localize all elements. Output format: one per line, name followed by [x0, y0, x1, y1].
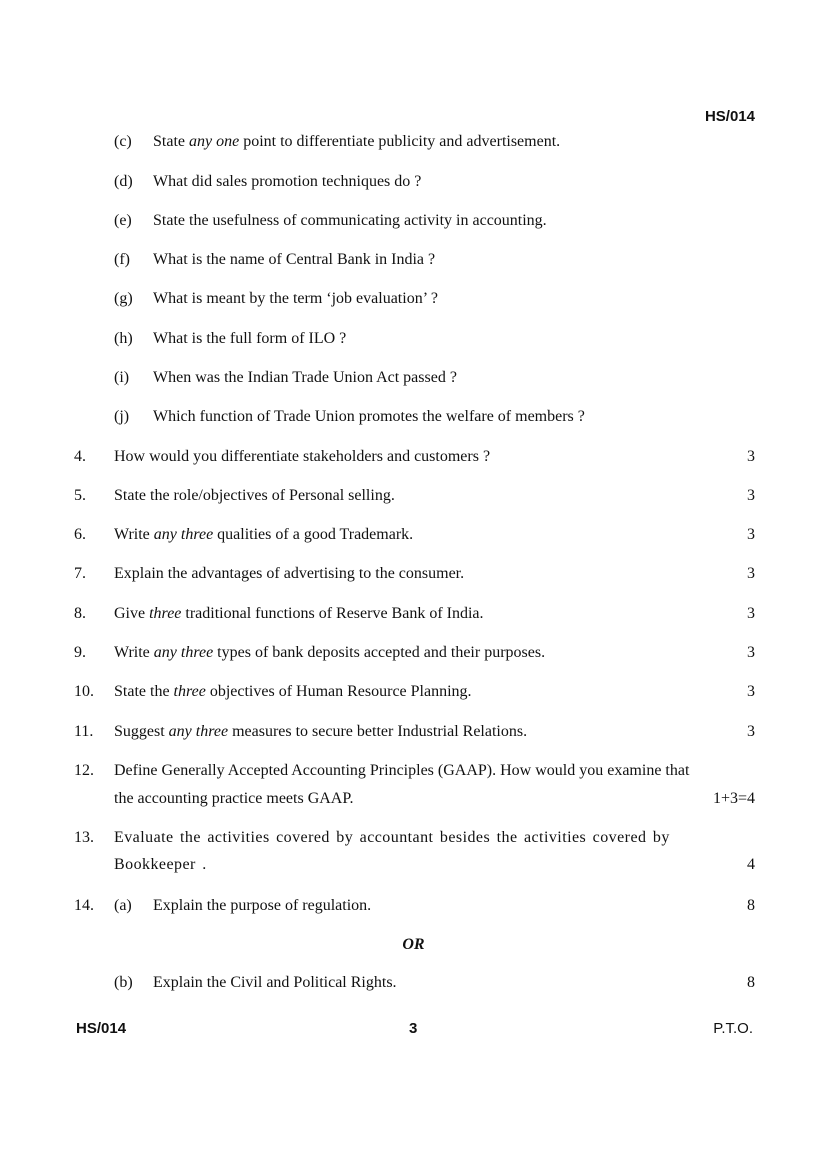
question-text: State the role/objectives of Personal selling.: [114, 487, 395, 504]
question-number: 12.: [74, 762, 94, 779]
sub-question-text: Explain the Civil and Political Rights.: [153, 974, 397, 991]
sub-question-text: State the usefulness of communicating activity in accounting.: [153, 212, 547, 229]
sub-question-f: [114, 251, 435, 269]
sub-question-i: [114, 369, 457, 387]
question-text-line2: Bookkeeper .: [114, 856, 207, 873]
question-emphasis: three: [149, 605, 182, 622]
header-paper-code: HS/014: [704, 108, 755, 125]
question-text-end: measures to secure better Industrial Relations.: [228, 723, 528, 740]
sub-question-label: (i): [114, 369, 130, 386]
question-emphasis: any three: [153, 644, 214, 661]
question-number: 6.: [74, 526, 86, 543]
question-marks: 3: [747, 487, 755, 504]
sub-question-label: (c): [114, 133, 132, 150]
question-text: How would you differentiate stakeholders and customers ?: [114, 448, 491, 465]
question-text: Suggest: [114, 723, 169, 740]
question-marks: 3: [747, 605, 755, 622]
sub-question-d: [114, 173, 421, 191]
sub-question-text-end: point to differentiate publicity and advertisement.: [239, 133, 561, 150]
question-text-line1: Evaluate the activities covered by accountant besides the activities covered by: [114, 829, 670, 846]
sub-question-label: (g): [114, 290, 133, 307]
question-text: State the: [114, 683, 174, 700]
question-text-line2: the accounting practice meets GAAP.: [114, 790, 354, 807]
sub-question-text: State: [153, 133, 189, 150]
sub-question-text: What is the name of Central Bank in India ?: [153, 251, 436, 268]
sub-question-label: (b): [114, 974, 133, 991]
question-marks: 8: [747, 974, 755, 991]
question-marks: 3: [747, 683, 755, 700]
question-text: Write: [114, 644, 154, 661]
sub-question-text: What is meant by the term ‘job evaluation’ ?: [153, 290, 438, 307]
sub-question-text: Explain the purpose of regulation.: [153, 897, 372, 914]
sub-question-label: (e): [114, 212, 132, 229]
question-marks: 3: [747, 448, 755, 465]
sub-question-c: [114, 133, 560, 151]
sub-question-e: [114, 212, 547, 230]
question-text-end: traditional functions of Reserve Bank of India.: [181, 605, 484, 622]
question-marks: 4: [747, 856, 755, 873]
question-text: Give: [114, 605, 150, 622]
footer-page-number: 3: [409, 1020, 418, 1037]
question-marks: 8: [747, 897, 755, 914]
sub-question-text: What is the full form of ILO ?: [153, 330, 347, 347]
question-number: 4.: [74, 448, 86, 465]
question-marks: 3: [747, 723, 755, 740]
question-number: 5.: [74, 487, 86, 504]
sub-question-text: Which function of Trade Union promotes the welfare of members ?: [153, 408, 585, 425]
question-text-end: qualities of a good Trademark.: [213, 526, 414, 543]
sub-question-text: What did sales promotion techniques do ?: [153, 173, 422, 190]
sub-question-h: [114, 330, 346, 348]
sub-question-label: (d): [114, 173, 133, 190]
question-emphasis: any three: [168, 723, 229, 740]
sub-question-label: (j): [114, 408, 130, 425]
question-marks: 3: [747, 565, 755, 582]
question-number: 8.: [74, 605, 86, 622]
question-number: 13.: [74, 829, 94, 846]
sub-question-emphasis: any one: [189, 133, 240, 150]
question-marks: 3: [747, 644, 755, 661]
question-text-end: objectives of Human Resource Planning.: [205, 683, 472, 700]
sub-question-j: [114, 408, 585, 426]
question-emphasis: any three: [153, 526, 214, 543]
sub-question-label: (a): [114, 897, 132, 914]
question-marks: 1+3=4: [712, 790, 755, 807]
sub-question-g: [114, 290, 438, 308]
question-text: Explain the advantages of advertising to the consumer.: [114, 565, 465, 582]
sub-question-label: (h): [114, 330, 133, 347]
question-text: Write: [114, 526, 154, 543]
question-emphasis: three: [173, 683, 206, 700]
footer-paper-code: HS/014: [76, 1020, 127, 1037]
question-text-line1: Define Generally Accepted Accounting Principles (GAAP). How would you examine that: [114, 762, 690, 779]
question-number: 11.: [74, 723, 94, 740]
question-number: 7.: [74, 565, 86, 582]
sub-question-label: (f): [114, 251, 130, 268]
sub-question-text: When was the Indian Trade Union Act passed ?: [153, 369, 457, 386]
question-number: 14.: [74, 897, 94, 914]
question-number: 9.: [74, 644, 86, 661]
question-number: 10.: [74, 683, 94, 700]
or-separator: OR: [402, 936, 425, 953]
question-marks: 3: [747, 526, 755, 543]
question-text-end: types of bank deposits accepted and their purposes.: [213, 644, 546, 661]
footer-pto: P.T.O.: [713, 1020, 753, 1037]
